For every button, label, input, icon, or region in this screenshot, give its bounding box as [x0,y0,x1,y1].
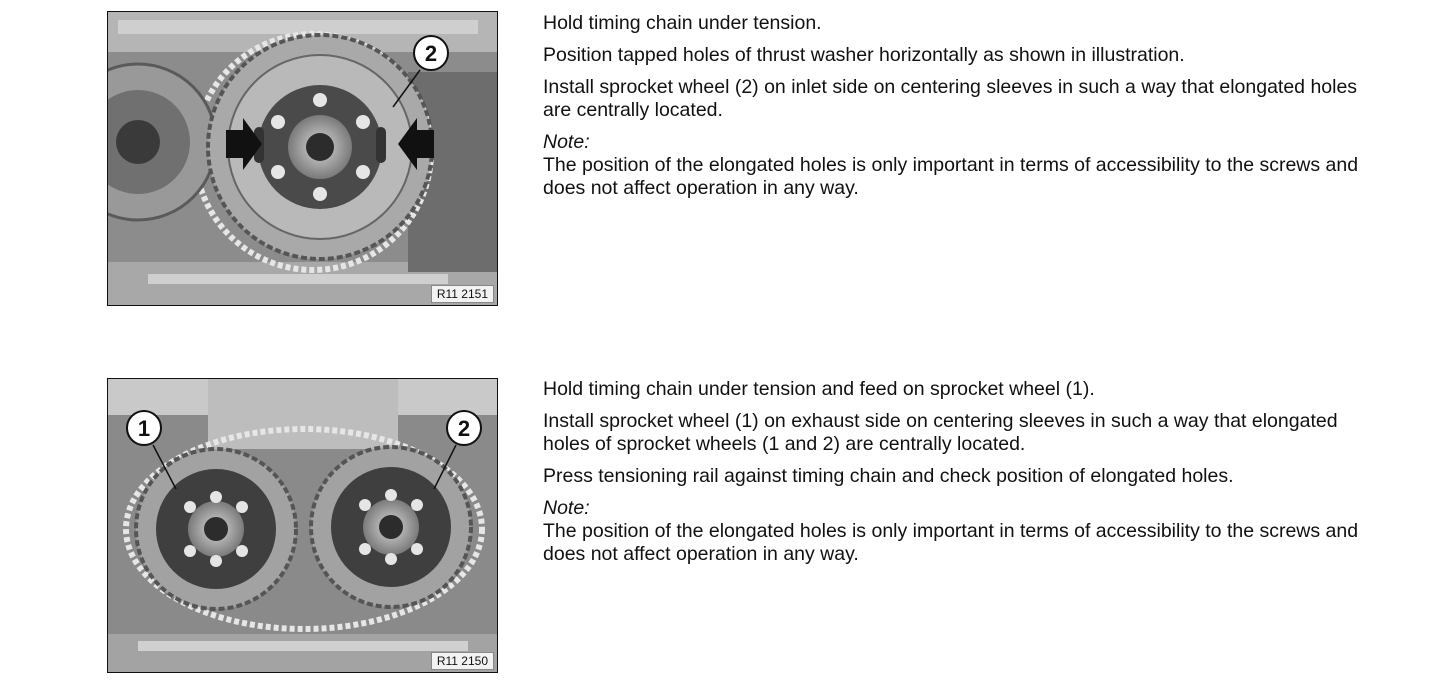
figure-code: R11 2150 [431,652,494,670]
instruction: Hold timing chain under tension. [543,12,822,34]
callout-number: 2 [457,416,471,441]
note-text: The position of the elongated holes is only important in terms of accessibility to the screws and does not affect operation in any way. [543,154,1359,199]
callout-number: 1 [137,416,151,441]
sprocket-inlet-photo [107,11,498,306]
instruction: Press tensioning rail against timing chain and check position of elongated holes. [543,465,1234,487]
sprocket-pair-photo [107,378,498,673]
callout-number: 2 [424,41,438,66]
step-section-2 [0,366,1440,696]
figure-code: R11 2151 [431,285,494,303]
instruction: Position tapped holes of thrust washer horizontally as shown in illustration. [543,44,1185,66]
step-text [543,378,1383,566]
callout-2-icon [447,411,481,445]
exhaust-sprocket [136,449,296,609]
instruction: Hold timing chain under tension and feed on sprocket wheel (1). [543,378,1095,400]
note-label: Note: [543,497,590,519]
note-text: The position of the elongated holes is only important in terms of accessibility to the screws and does not affect operation in any way. [543,520,1359,565]
step-text [543,12,1383,200]
callout-1-icon [127,411,161,445]
step-section-1 [0,0,1440,330]
note-label: Note: [543,131,590,153]
instruction: Install sprocket wheel (1) on exhaust side on centering sleeves in such a way that elongated holes of sprocket wheels (1 and 2) are centrally located. [543,410,1338,455]
inlet-sprocket [311,447,471,607]
callout-2-icon [414,36,448,70]
instruction: Install sprocket wheel (2) on inlet side on centering sleeves in such a way that elongated holes are centrally located. [543,76,1358,121]
